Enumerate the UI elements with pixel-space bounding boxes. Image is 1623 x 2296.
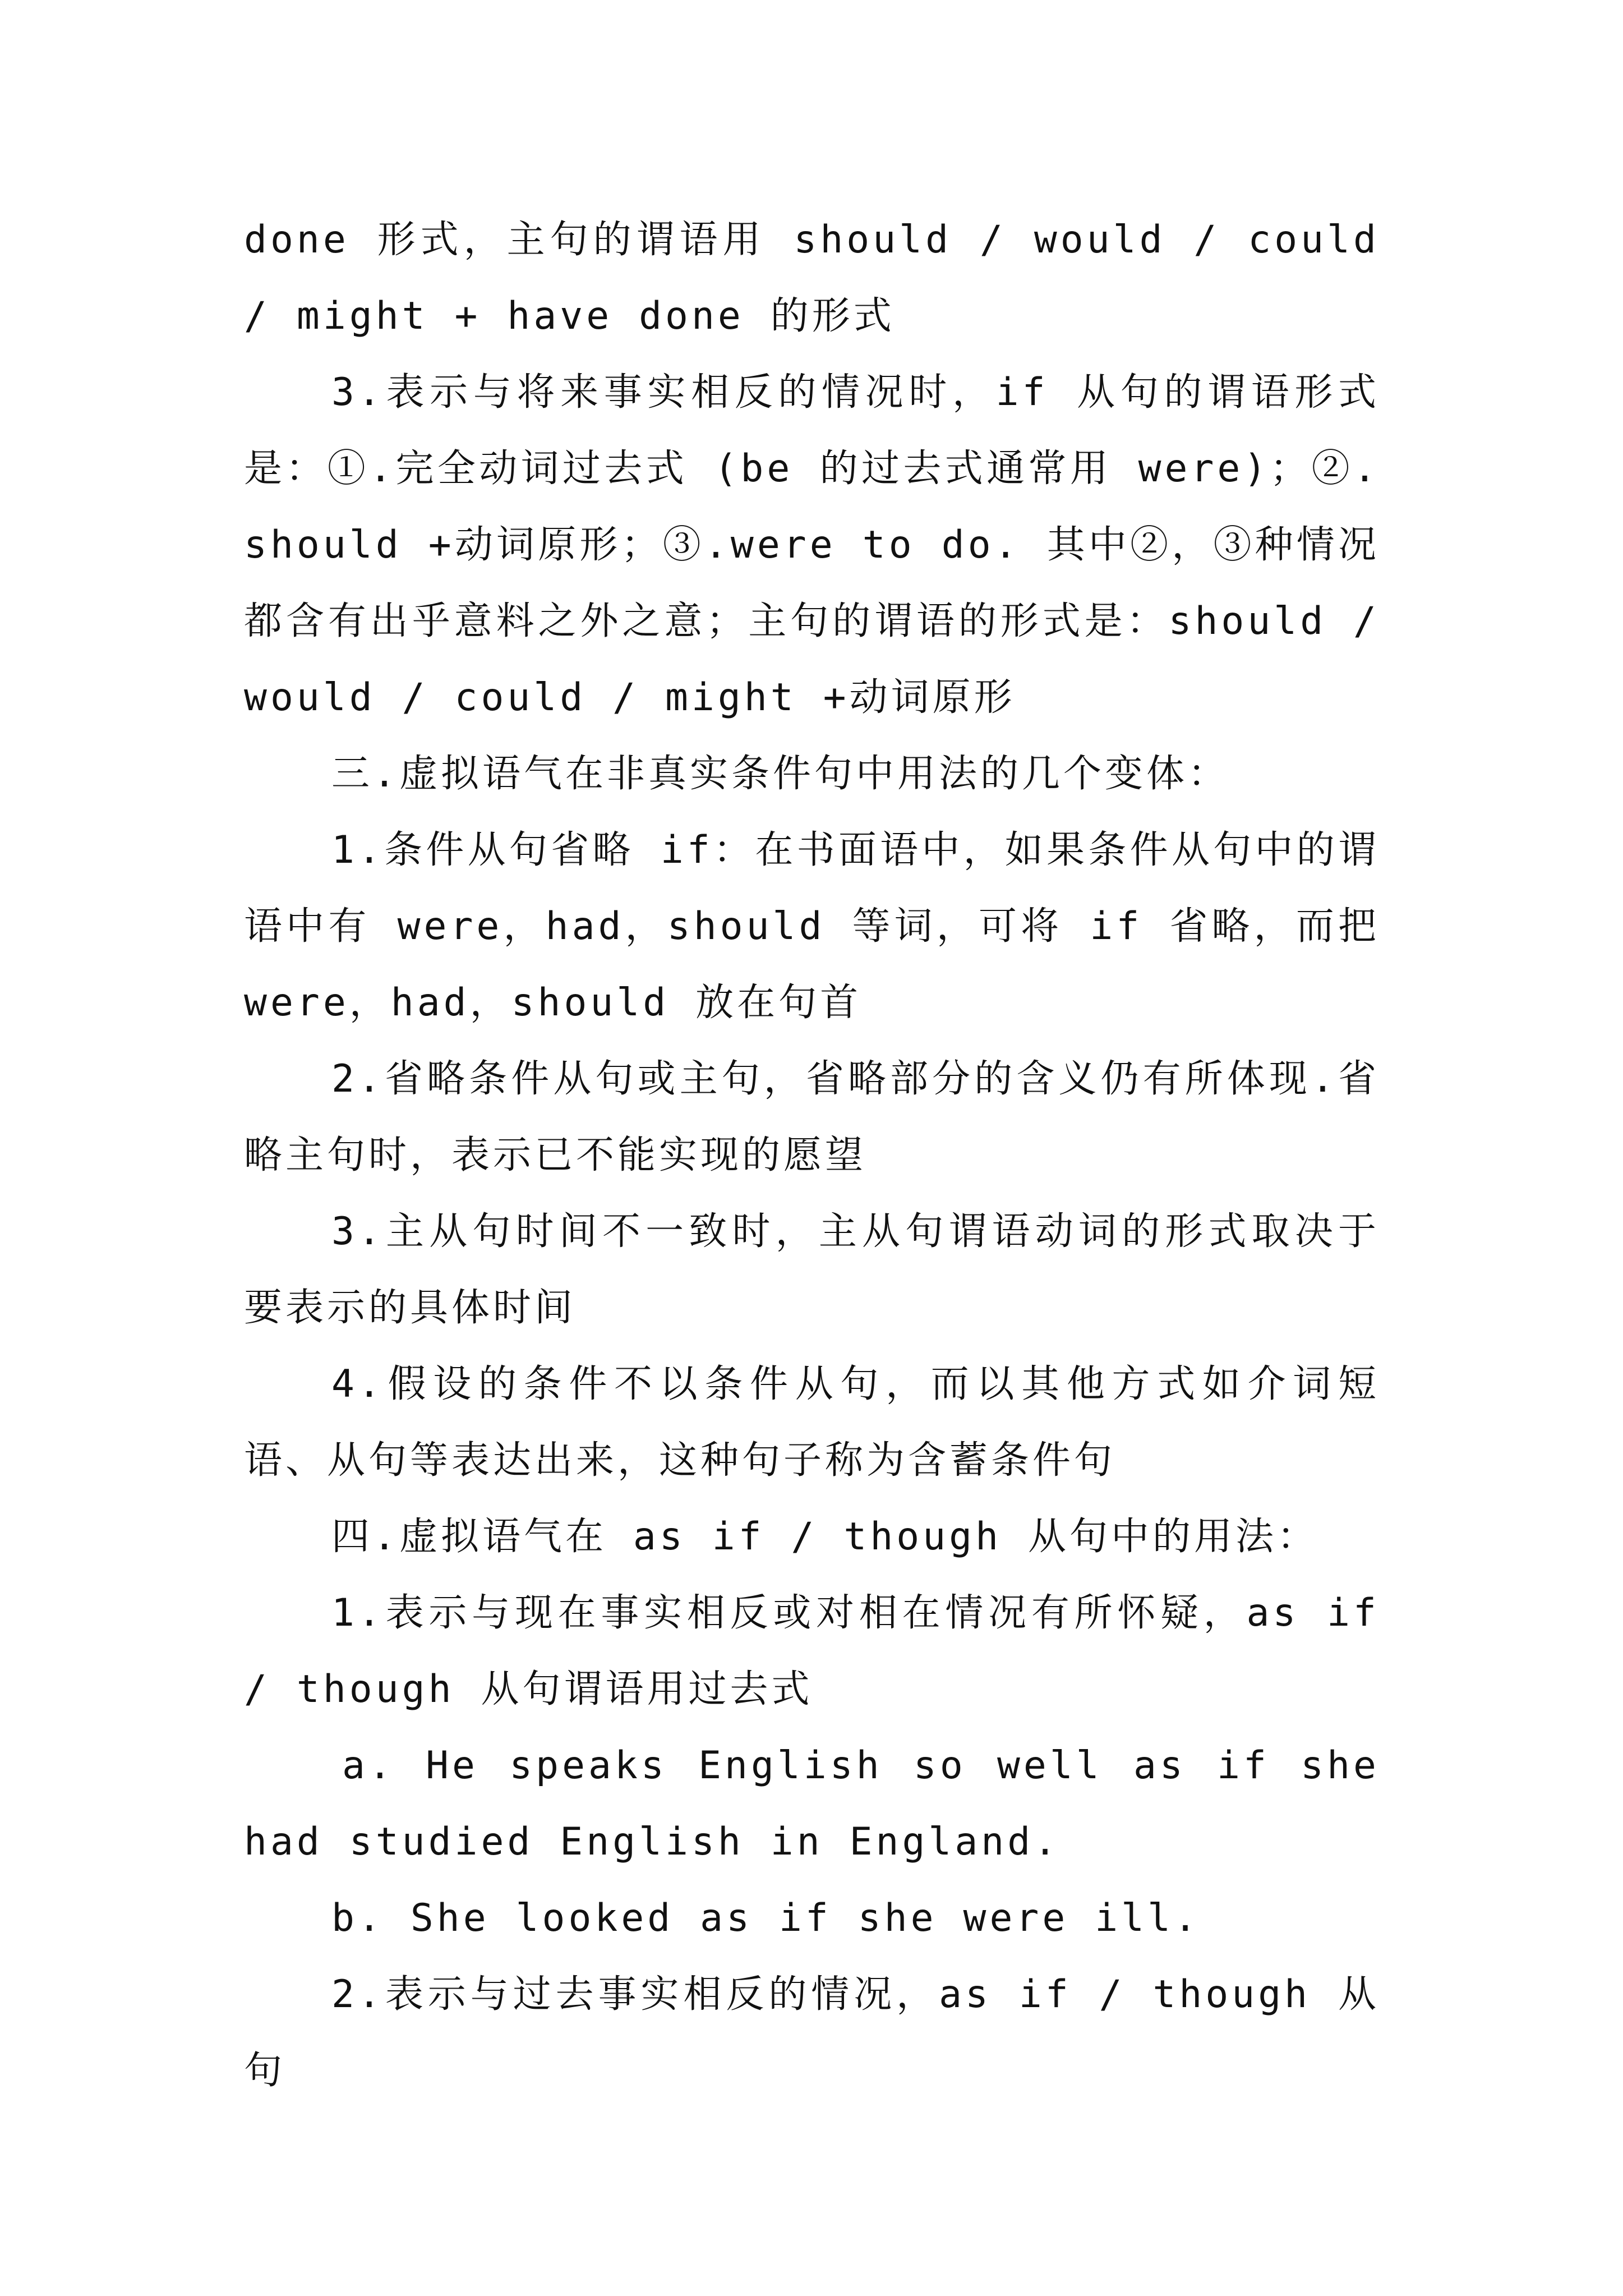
example-b: b. She looked as if she were ill. xyxy=(331,1896,1201,1940)
section-heading-as-if: 四.虚拟语气在 as if / though 从句中的用法： xyxy=(331,1515,1318,1559)
example-a: a. He speaks English so well as if she had studied English in England. xyxy=(244,1743,1380,1864)
section-heading-variants: 三.虚拟语气在非真实条件句中用法的几个变体： xyxy=(331,752,1229,796)
paragraph-mixed-time: 3.主从句时间不一致时，主从句谓语动词的形式取决于要表示的具体时间 xyxy=(244,1209,1380,1330)
paragraph-omit-if: 1.条件从句省略 if：在书面语中，如果条件从句中的谓语中有 were，had，should 等词，可将 if 省略，而把 were，had，should 放在句首 xyxy=(244,828,1380,1025)
paragraph-future-contrary: 3.表示与将来事实相反的情况时，if 从句的谓语形式是：①.完全动词过去式 (be 的过去式通常用 were)；②.should +动词原形；③.were to do. 其中②，③种情况都含有出乎意料之外之意；主句的谓语的形式是：should / would / could / might +动词原形 xyxy=(244,370,1380,720)
paragraph-continuation: done 形式，主句的谓语用 should / would / could / might + have done 的形式 xyxy=(244,218,1380,338)
paragraph-implicit-condition: 4.假设的条件不以条件从句，而以其他方式如介词短语、从句等表达出来，这种句子称为含蓄条件句 xyxy=(244,1362,1380,1483)
document-body xyxy=(244,202,1380,2109)
paragraph-as-if-past: 2.表示与过去事实相反的情况，as if / though 从句 xyxy=(244,1972,1380,2093)
paragraph-omit-clause: 2.省略条件从句或主句，省略部分的含义仍有所体现.省略主句时，表示已不能实现的愿望 xyxy=(244,1057,1380,1177)
paragraph-as-if-present: 1.表示与现在事实相反或对相在情况有所怀疑，as if / though 从句谓语用过去式 xyxy=(244,1591,1380,1711)
